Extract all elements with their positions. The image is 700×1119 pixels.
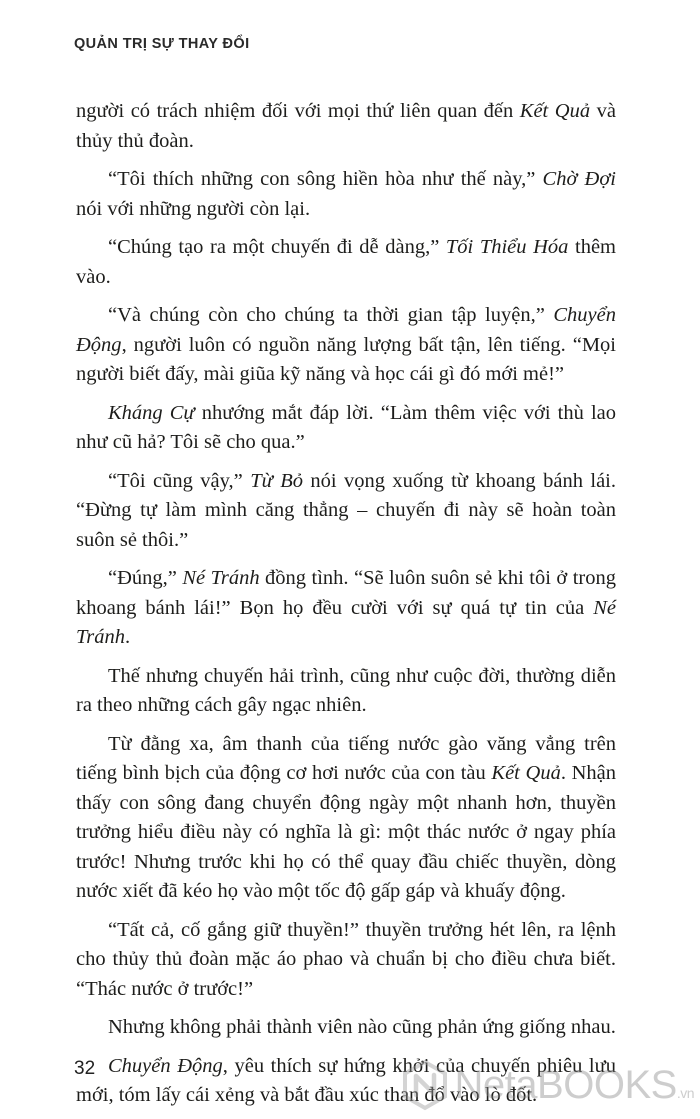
text-run: “Tất cả, cố gắng giữ thuyền!” thuyền trưởng hét lên, ra lệnh cho thủy thủ đoàn mặc áo phao và chuẩn bị cho điều chưa biết. “Thác nước ở trước!” [76,918,616,1000]
paragraph [76,662,616,721]
character-name: Chuyển Động [76,304,616,356]
text-run: nói với những người còn lại. [76,197,311,220]
character-name: Tối Thiểu Hóa [445,236,569,258]
text-run: đồng tình. “Sẽ luôn suôn sẻ khi tôi ở trong khoang bánh lái!” Bọn họ đều cười với sự quá tự tin của [76,567,616,619]
character-name: Né Tránh [76,596,616,648]
character-name: Kết Quả [491,762,561,784]
paragraph [76,564,616,653]
paragraph [76,165,616,224]
text-run: “Chúng tạo ra một chuyến đi dễ dàng,” [108,236,446,258]
text-run: thêm vào. [76,236,616,288]
text-run: người có trách nhiệm đối với mọi thứ liên quan đến [76,100,520,122]
text-run: “Tôi thích những con sông hiền hòa như thế này,” [108,168,543,190]
paragraph [76,97,616,156]
body-text [76,97,616,1111]
character-name: Kết Quả [519,100,591,122]
text-run: , yêu thích sự hứng khởi của chuyến phiêu lưu mới, tóm lấy cái xẻng và bắt đầu xúc than đổ vào lò đốt. [76,1054,616,1106]
text-run: nhướng mắt đáp lời. “Làm thêm việc với thù lao như cũ hả? Tôi sẽ cho qua.” [76,401,616,453]
character-name: Chờ Đợi [542,168,616,190]
paragraph [76,916,616,1005]
text-run: . Nhận thấy con sông đang chuyển động ngày một nhanh hơn, thuyền trưởng hiểu điều này có nghĩa là gì: một thác nước ở ngay phía trước! Nhưng trước khi họ có thể quay đầu chiếc thuyền, dòng nước xiết đã kéo họ vào một tốc độ gấp gáp và khuấy động. [76,762,617,902]
page-number: 32 [74,1058,96,1079]
paragraph [76,301,616,390]
text-run: “Và chúng còn cho chúng ta thời gian tập luyện,” [108,304,554,326]
paragraph [76,399,616,458]
character-name: Kháng Cự [108,401,195,424]
character-name: Né Tránh [182,567,260,589]
character-name: Chuyển Động [108,1054,223,1077]
text-run: nói vọng xuống từ khoang bánh lái. “Đừng tự làm mình căng thẳng – chuyến đi này sẽ hoàn toàn suôn sẻ thôi.” [76,469,616,551]
character-name: Từ Bỏ [250,469,303,492]
netabooks-logo-icon [399,1059,451,1111]
text-run: “Tôi cũng vậy,” [108,469,251,492]
paragraph [76,730,616,907]
running-header-title: QUẢN TRỊ SỰ THAY ĐỔI [74,36,250,52]
watermark [399,1059,694,1111]
text-run: Từ đằng xa, âm thanh của tiếng nước gào văng vẳng trên tiếng bình bịch của động cơ hơi nước của con tàu [76,732,616,784]
paragraph [76,1013,616,1043]
watermark-text [455,1063,694,1108]
watermark-brand: NetaBOOKS [454,1062,677,1107]
text-run: Nhưng không phải thành viên nào cũng phản ứng giống nhau. [108,1016,616,1038]
text-run: Thế nhưng chuyến hải trình, cũng như cuộc đời, thường diễn ra theo những cách gây ngạc nhiên. [76,664,616,716]
paragraph [76,233,616,292]
text-run: . [125,626,131,648]
text-run: và thủy thủ đoàn. [76,100,616,152]
text-run: , người luôn có nguồn năng lượng bất tận, lên tiếng. “Mọi người biết đấy, mài giũa kỹ năng và học cái gì đó mới mẻ!” [76,333,616,385]
paragraph [76,467,616,556]
text-run: “Đúng,” [108,567,183,589]
watermark-suffix: .vn [676,1084,694,1101]
